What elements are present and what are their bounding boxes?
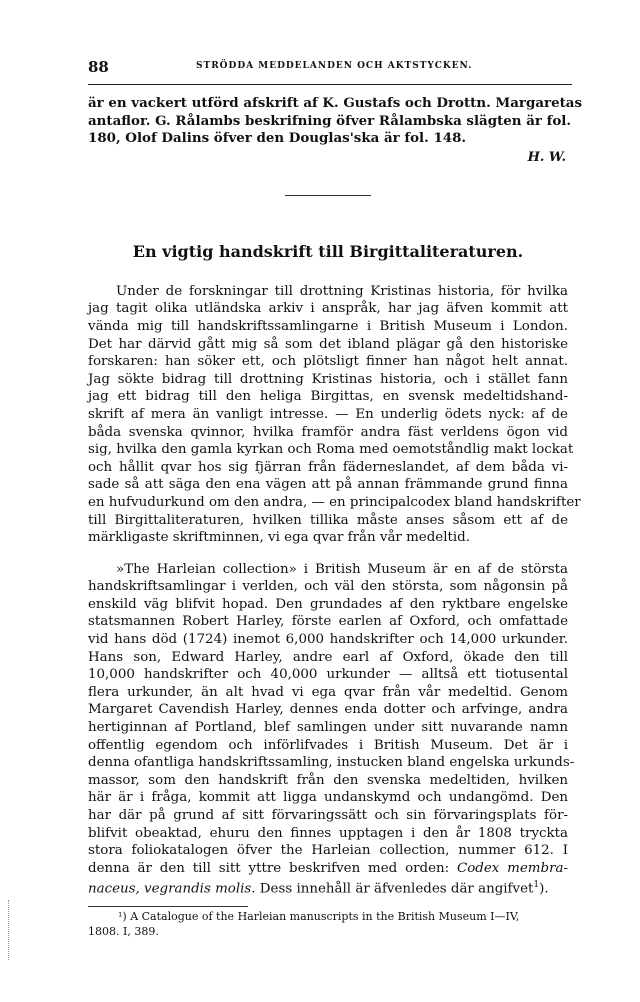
article-title: En vigtig handskrift till Birgittaliteraturen. (132, 241, 524, 261)
text-line (88, 877, 568, 898)
footnote-ref: 1 (533, 880, 540, 891)
text-line: och hållit qvar hos sig fjärran från fäderneslandet, af dem båda vi- (88, 459, 568, 475)
text-line: är en vackert utförd afskrift af K. Gustafs och Drottn. Margaretas (88, 95, 582, 111)
text-segment: ). (539, 881, 549, 897)
text-line: Margaret Cavendish Harley, dennes enda dotter och arfvinge, andra (88, 702, 568, 718)
footnote-rule (88, 906, 248, 907)
text-line: forskaren: han söker ett, och plötsligt finner han något helt annat. (88, 354, 568, 370)
text-line: har där på grund af sitt förvaringssätt och sin förvaringsplats för- (88, 808, 568, 823)
text-line: båda svenska qvinnor, hvilka framför andra fäst verldens ögon vid (88, 424, 568, 440)
text-line: Under de forskningar till drottning Kristinas historia, för hvilka (116, 283, 568, 299)
text-line: till Birgittaliteraturen, hvilken tillika måste anses såsom ett af de (88, 512, 568, 528)
text-line: märkligaste skriftminnen, vi ega qvar från vår medeltid. (88, 530, 470, 546)
page-header (88, 58, 568, 78)
text-line: vid hans död (1724) inemot 6,000 handskrifter och 14,000 urkunder. (88, 632, 568, 648)
text-line: antaflor. G. Rålambs beskrifning öfver Rålambska slägten är fol. (88, 112, 572, 129)
text-line: 180, Olof Dalins öfver den Douglas'ska är fol. 148. (88, 130, 467, 147)
text-line: statsmannen Robert Harley, förste earlen af Oxford, och omfattade (88, 614, 568, 630)
text-line: offentlig egendom och införlifvades i British Museum. Det är i (88, 737, 568, 753)
paragraph-1 (88, 283, 581, 547)
page-number: 88 (88, 58, 109, 76)
footnote-line: 1808. I, 389. (88, 925, 159, 939)
book-page (88, 58, 582, 939)
text-line: sig, hvilka den gamla kyrkan och Roma med oemotståndlig makt lockat (88, 442, 574, 458)
header-rule (88, 84, 572, 85)
text-segment: Dess innehåll är äfvenledes där angifvet (255, 881, 534, 897)
text-line: sade så att säga den ena vägen att på annan främmande grund finna (88, 477, 568, 493)
text-line: stora foliokatalogen öfver the Harleian collection, nummer 612. I (88, 843, 568, 859)
text-line: skrift af mera än vanligt intresse. — En underlig ödets nyck: af de (88, 406, 568, 422)
italic-phrase: naceus, vegrandis molis. (88, 881, 256, 897)
running-title: STRÖDDA MEDDELANDEN OCH AKTSTYCKEN. (196, 61, 473, 71)
text-line: denna ofantliga handskriftssamling, instucken bland engelska urkunds- (88, 755, 575, 771)
footnote-line: ¹) A Catalogue of the Harleian manuscripts in the British Museum I—IV, (118, 910, 520, 924)
text-line: handskriftsamlingar i verlden, och väl den största, som någonsin på (88, 579, 568, 595)
text-line: »The Harleian collection» i British Museum är en af de största (116, 561, 568, 577)
text-segment: denna är den till sitt yttre beskrifven med orden: (88, 860, 450, 876)
margin-speckle (8, 900, 11, 960)
text-line: Jag sökte bidrag till drottning Kristinas historia, och i stället fann (88, 371, 568, 387)
text-line: Hans son, Edward Harley, andre earl af Oxford, ökade den till (88, 649, 568, 665)
text-line: Det har därvid gått mig så som det ibland plägar gå den historiske (88, 336, 568, 352)
text-line: 10,000 handskrifter och 40,000 urkunder — alltså ett tiotusental (88, 667, 568, 683)
text-line: en hufvudurkund om den andra, — en principalcodex bland handskrifter (88, 494, 581, 510)
text-line: hertiginnan af Portland, blef samlingen under sitt nuvarande namn (88, 720, 568, 736)
section-separator (285, 195, 371, 196)
footnote (88, 909, 568, 939)
top-paragraph (88, 95, 582, 148)
text-line: blifvit obeaktad, ehuru den finnes upptagen i den år 1808 tryckta (88, 825, 568, 841)
paragraph-2 (88, 561, 575, 899)
text-line: vända mig till handskriftssamlingarne i British Museum i London. (88, 318, 568, 334)
text-line: flera urkunder, än alt hvad vi ega qvar från vår medeltid. Genom (88, 684, 568, 700)
text-line (88, 860, 568, 878)
text-line: jag tagit olika utländska arkiv i anspråk, har jag äfven kommit att (88, 301, 568, 317)
signature: H. W. (527, 149, 566, 165)
italic-phrase: Codex membra- (457, 860, 568, 876)
text-line: här är i fråga, kommit att ligga undanskymd och undangömd. Den (88, 790, 568, 806)
text-line: massor, som den handskrift från den svenska medeltiden, hvilken (88, 772, 568, 788)
text-line: enskild väg blifvit hopad. Den grundades af den ryktbare engelske (88, 596, 568, 612)
text-line: jag ett bidrag till den heliga Birgittas, en svensk medeltidshand- (88, 389, 568, 405)
